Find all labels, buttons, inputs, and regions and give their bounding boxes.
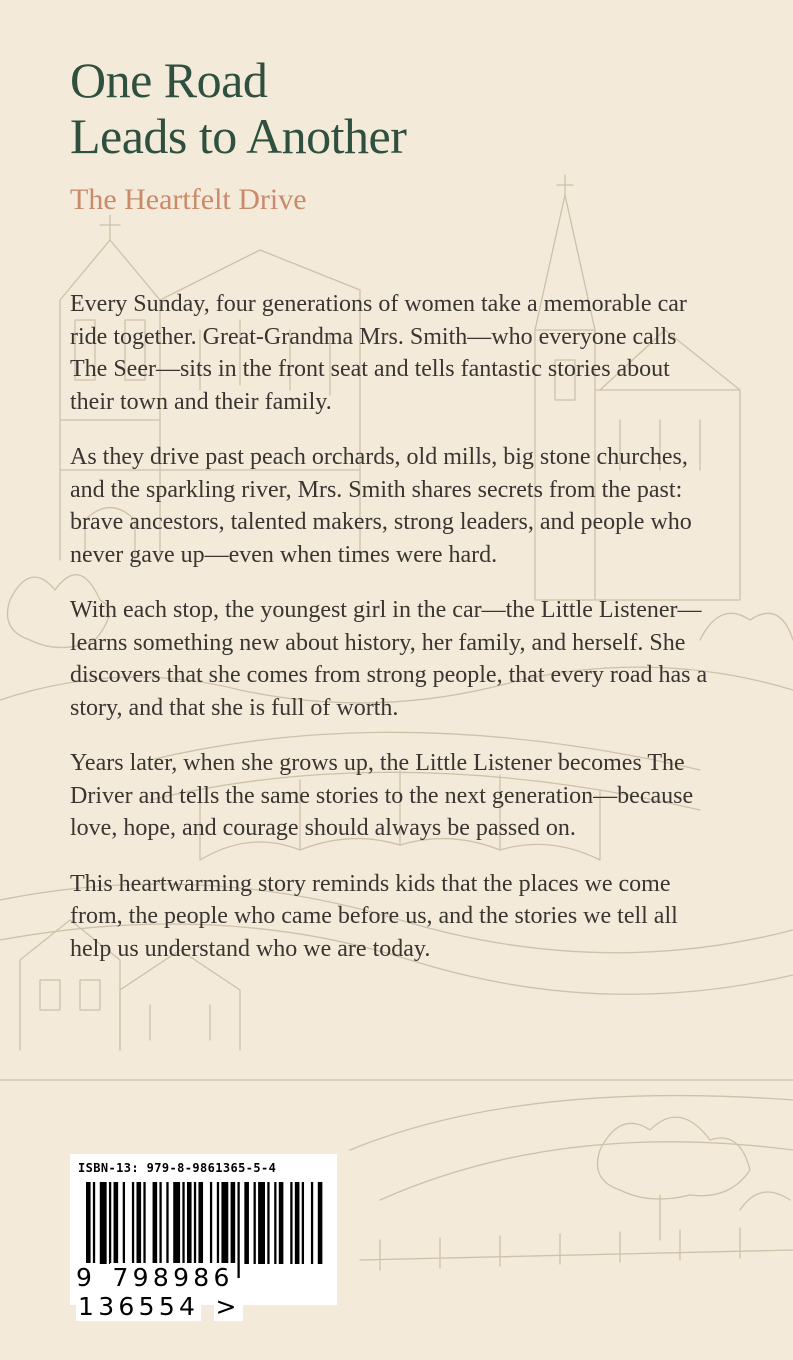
description-paragraph: As they drive past peach orchards, old mills, big stone churches, and the sparkling river, Mrs. Smith shares secrets from the past: brave ancestors, talented makers, strong leaders, and people who never gave up—even when times were hard. <box>70 444 692 568</box>
description-paragraph: With each stop, the youngest girl in the car—the Little Listener—learns something new about history, her family, and herself. She discovers that she comes from strong people, that every road has a story, and that she is full of worth. <box>70 597 708 721</box>
isbn-barcode <box>70 1154 337 1321</box>
isbn-label: ISBN-13: 979-8-9861365-5-4 <box>78 1161 277 1175</box>
title-line-1: One Road <box>70 52 268 108</box>
book-subtitle: The Heartfelt Drive <box>70 183 307 216</box>
title-line-2: Leads to Another <box>70 108 407 164</box>
book-title <box>70 52 406 164</box>
description-paragraph: Years later, when she grows up, the Little Listener becomes The Driver and tells the same stories to the next generation—because love, hope, and courage should always be passed on. <box>70 750 694 841</box>
book-description <box>70 288 710 988</box>
barcode-digit-group-1: 798986 <box>112 1263 234 1292</box>
barcode-digit-group-2: 136554 <box>78 1292 200 1321</box>
barcode-digit-lead: 9 <box>76 1263 97 1292</box>
description-paragraph: Every Sunday, four generations of women take a memorable car ride together. Great-Grandma Mrs. Smith—who everyone calls The Seer—sits in the front seat and tells fantastic stories about their town and their family. <box>70 291 687 415</box>
barcode-digits <box>76 1263 337 1321</box>
description-paragraph: This heartwarming story reminds kids that the places we come from, the people who came before us, and the stories we tell all help us understand who we are today. <box>70 870 678 962</box>
barcode-arrow: > <box>215 1292 241 1321</box>
